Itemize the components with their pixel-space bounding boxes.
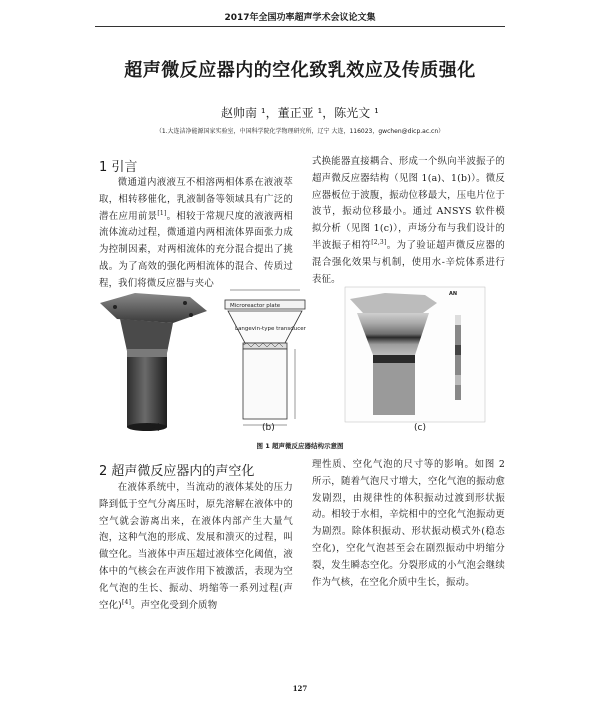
figure-label-b: (b): [262, 423, 275, 433]
running-header: 2017年全国功率超声学术会议论文集: [224, 13, 376, 23]
ansys-logo: AN: [449, 291, 458, 297]
bolt-icon: [113, 305, 117, 309]
figure-1: [95, 285, 505, 435]
transducer-label: Langevin-type transducer: [235, 326, 306, 332]
sim-colorbar: [455, 315, 461, 400]
cylinder-base: [127, 423, 167, 431]
figure-label-a: (a): [148, 423, 161, 433]
figure-1b-schematic: [225, 290, 307, 425]
section-1-text-a: 微通道内液液互不相溶两相体系在液液萃取，相转移催化，乳液制备等领域具有广泛的潜在应用前景: [99, 177, 293, 222]
sim-colorbar-segment: [455, 315, 461, 325]
sim-colorbar-segment: [455, 375, 461, 385]
sim-colorbar-segment: [455, 345, 461, 355]
citation-2-3: [2,3]: [371, 238, 387, 246]
citation-4: [4]: [122, 598, 132, 606]
paper-title: 超声微反应器内的空化致乳效应及传质强化: [124, 60, 476, 81]
right-col1-text-b: 。为了验证超声微反应器的混合强化效果与机制，使用水-辛烷体系进行表征。: [312, 239, 506, 285]
figure-caption: 图 1 超声微反应器结构示意图: [256, 442, 344, 450]
section-2-paragraph: [99, 480, 293, 614]
bolt-icon: [189, 313, 193, 317]
figure-1c-simulation: [345, 287, 485, 422]
affiliation: （1.大连洁净能源国家实验室，中国科学院化学物理研究所，辽宁 大连，116023，gwchen@dicp.ac.cn）: [155, 128, 445, 135]
page-number: 127: [292, 684, 308, 693]
sim-cylinder-shape: [373, 355, 415, 415]
figure-label-c: (c): [414, 423, 426, 433]
bolt-icon: [183, 301, 187, 305]
sim-node-band: [373, 355, 415, 363]
section-2-text-b: 。声空化受到介质物: [131, 599, 218, 611]
header-rule: [95, 26, 505, 27]
section-1-heading: 1 引言: [99, 160, 138, 175]
right-column-paragraph-1: [312, 154, 505, 288]
figure-1a-render: [100, 293, 207, 431]
microreactor-plate-label: Microreactor plate: [230, 303, 281, 309]
section-1-text-b: 。相较于常规尺度的液液两相流体流动过程，微通道内两相流体界面张力成为控制因素，对两相流体的充分混合提出了挑战。为了高效的强化两相流体的混合、传质过程，我们将微反应器与夹心: [99, 210, 293, 289]
author-list: 赵帅南 ¹，董正亚 ¹，陈光文 ¹: [221, 106, 379, 120]
right-column-paragraph-2: 理性质、空化气泡的尺寸等的影响。如图 2 所示，随着气泡尺寸增大，空化气泡的振动愈发剧烈，由规律性的体积振动过渡到形状振动。相较于水相，辛烷相中的空化气泡振动更为剧烈。除体积振动、形状振动模式外(稳态空化)，空化气泡甚至会在剧烈振动中坍缩分裂，发生瞬态空化。分裂形成的小气泡会继续作为气核，在空化介质中生长，振动。: [312, 459, 505, 588]
right-col1-text-a: 式换能器直接耦合、形成一个纵向半波振子的超声微反应器结构（见图 1(a)、1(b)）。微反应器板位于波腹，振动位移最大，压电片位于波节，振动位移最小。通过 ANSYS 软件模拟分析（见图 1(c)），声场分布与我们设计的半波振子相符: [312, 156, 505, 251]
citation-1: [1]: [157, 209, 167, 217]
transducer-cylinder: [127, 357, 167, 427]
section-2-heading: 2 超声微反应器内的声空化: [99, 464, 255, 479]
section-2-text-a: 在液体系统中，当流动的液体某处的压力降到低于空气分离压时，原先溶解在液体中的空气就会游离出来，在液体内部产生大量气泡，这种气泡的形成、发展和溃灭的过程，叫做空化。当液体中声压超过液体空化阈值，液体中的气核会在声波作用下被激活，表现为空化气泡的生长、振动、坍缩等一系列过程(声空化): [99, 482, 293, 611]
section-1-paragraph: [99, 175, 293, 293]
horn-shape: [120, 319, 173, 353]
